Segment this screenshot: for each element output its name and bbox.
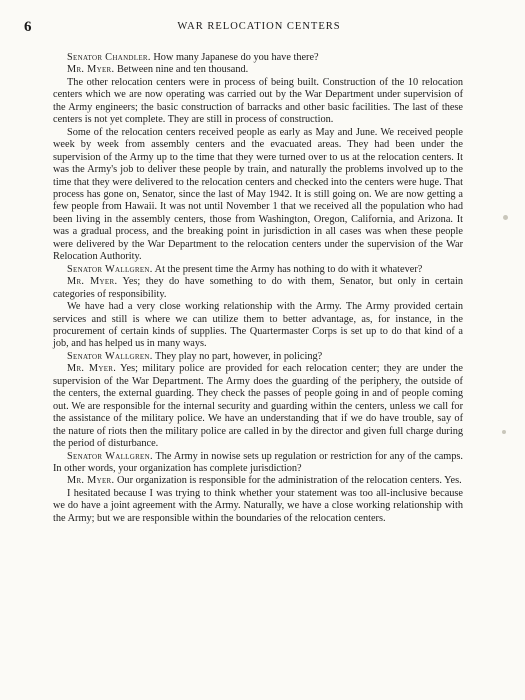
page-number: 6 xyxy=(24,19,32,35)
paragraph xyxy=(53,77,463,127)
speaker-name: Mr. Myer. xyxy=(67,276,118,288)
paragraph-text: The Army in nowise sets up regulation or restriction for any of the camps. In other words, your organization has complete jurisdiction? xyxy=(53,450,464,474)
speaker-name: Mr. Myer. xyxy=(67,475,115,487)
paragraph xyxy=(53,301,463,351)
paragraph xyxy=(53,276,463,301)
body-text xyxy=(53,52,463,525)
speaker-name: Senator Wallgren. xyxy=(67,350,153,362)
paragraph-text: Some of the relocation centers received people as early as May and June. We received people week by week from assembly centers and the evacuated areas. They had been under the supervision of the Army up to the time that they were turned over to us at the relocation centers. It was the Army's job to deliver these people by train, and naturally the problems involved up to the time that they were delivered to the relocation centers and checked into the centers were huge. That process has gone on, Senator, since the last of May 1942. It is still going on. We are now getting a few people from Hawaii. It was not until November 1 that we received all the population who had been living in the assembly centers, those from Washington, Oregon, California, and Arizona. It was a gradual process, and the breaking point in jurisdiction in all cases was when these people were delivered by the War Department to the relocation centers under the supervision of the War Relocation Authority. xyxy=(53,126,463,263)
speaker-name: Senator Wallgren. xyxy=(67,263,153,275)
paragraph-text: Between nine and ten thousand. xyxy=(116,64,249,76)
paragraph xyxy=(53,127,463,264)
speaker-name: Senator Wallgren. xyxy=(67,450,153,462)
paragraph xyxy=(53,264,463,276)
paragraph xyxy=(53,488,463,525)
paragraph-text: Yes; they do have something to do with them, Senator, but only in certain categories of responsibility. xyxy=(53,276,463,300)
scan-marks xyxy=(501,215,511,515)
paragraph-text: They play no part, however, in policing? xyxy=(155,350,323,362)
speaker-name: Mr. Myer. xyxy=(67,64,115,76)
paragraph-text: Yes; military police are provided for each relocation center; they are under the supervision of the War Department. The Army does the guarding of the periphery, the outside of the centers, the external guarding. They check the passes of people going in and of people coming out. We are responsible for the internal security and guarding within the centers, unless we call for the assistance of the military police. We have an understanding that if we do have trouble, say of the nature of riots then the military police are called in by the director and given full charge during the period of disturbance. xyxy=(53,363,464,450)
running-head: WAR RELOCATION CENTERS xyxy=(177,21,341,32)
paragraph xyxy=(53,451,463,476)
paragraph-text: We have had a very close working relationship with the Army. The Army provided certain services and still is where we can utilize them to better advantage, as, for instance, in the procurement of certain kinds of supplies. The Quartermaster Corps is set up to do that kind of a job, and has helped us in many ways. xyxy=(53,301,463,350)
paragraph xyxy=(53,64,463,76)
paragraph xyxy=(53,475,463,487)
page-header xyxy=(24,19,464,39)
speaker-name: Mr. Myer. xyxy=(67,363,117,375)
paragraph-text: The other relocation centers were in process of being built. Construction of the 10 relocation centers which we are now operating was carried out by the War Department under supervision of the Army engineers; the basic construction of barracks and other basic facilities. The last of these centers is not yet complete. They are still in process of construction. xyxy=(53,76,463,126)
paragraph xyxy=(53,52,463,64)
scan-speck xyxy=(502,430,506,434)
paragraph-text: Our organization is responsible for the administration of the relocation centers. Yes. xyxy=(116,475,462,487)
paragraph-text: How many Japanese do you have there? xyxy=(153,52,319,63)
paragraph xyxy=(53,351,463,363)
paragraph xyxy=(53,363,463,450)
paragraph-text: I hesitated because I was trying to think whether your statement was too all-inclusive because we do have a joint agreement with the Army. Naturally, we have a close working relationship with the Army; but we are responsible within the boundaries of the relocation centers. xyxy=(53,487,463,524)
scan-speck xyxy=(503,215,508,220)
speaker-name: Senator Chandler. xyxy=(67,52,151,63)
paragraph-text: At the present time the Army has nothing to do with it whatever? xyxy=(154,263,423,275)
